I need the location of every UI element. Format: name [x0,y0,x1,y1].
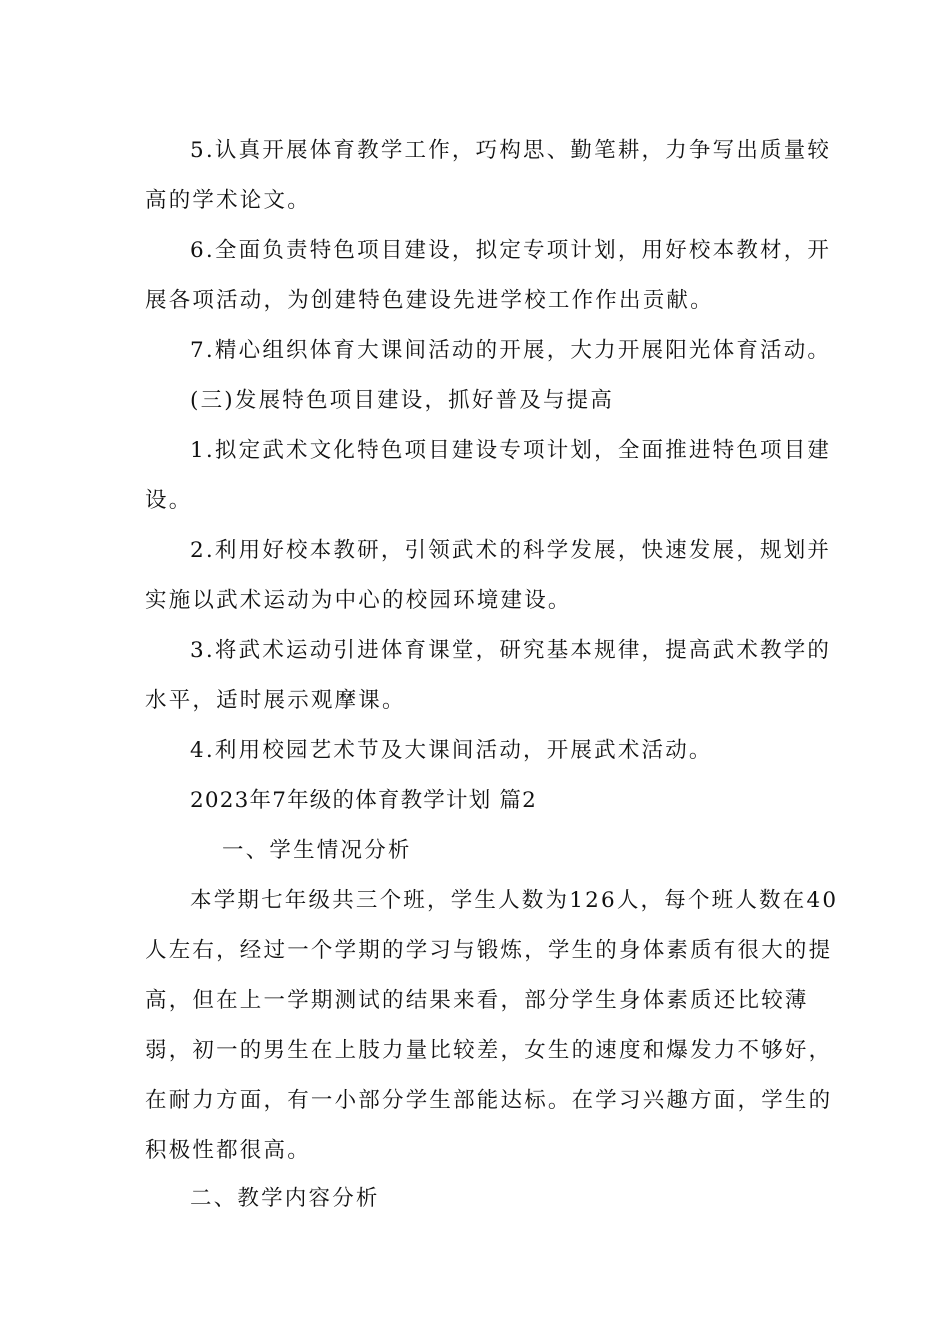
section-heading-2: 二、教学内容分析 [190,1186,380,1211]
sub-item-3-line-1: 3.将武术运动引进体育课堂，研究基本规律，提高武术教学的 [190,638,832,663]
section-heading-3: (三)发展特色项目建设，抓好普及与提高 [190,388,615,413]
sub-item-1-line-1: 1.拟定武术文化特色项目建设专项计划，全面推进特色项目建 [190,438,832,463]
sub-item-3-line-2: 水平，适时展示观摩课。 [145,688,406,713]
students-analysis-line-6: 积极性都很高。 [145,1138,311,1163]
list-item-7: 7.精心组织体育大课间活动的开展，大力开展阳光体育活动。 [190,338,832,363]
sub-item-2-line-1: 2.利用好校本教研，引领武术的科学发展，快速发展，规划并 [190,538,832,563]
list-item-6-line-1: 6.全面负责特色项目建设，拟定专项计划，用好校本教材，开 [190,238,832,263]
list-item-5-line-2: 高的学术论文。 [145,188,311,213]
plan-title: 2023年7年级的体育教学计划 篇2 [190,788,538,813]
students-analysis-line-3: 高，但在上一学期测试的结果来看，部分学生身体素质还比较薄 [145,988,809,1013]
sub-item-1-line-2: 设。 [145,488,193,513]
list-item-5-line-1: 5.认真开展体育教学工作，巧构思、勤笔耕，力争写出质量较 [190,138,832,163]
section-heading-1: 一、学生情况分析 [222,838,412,863]
list-item-6-line-2: 展各项活动，为创建特色建设先进学校工作作出贡献。 [145,288,714,313]
sub-item-4: 4.利用校园艺术节及大课间活动，开展武术活动。 [190,738,713,763]
students-analysis-line-1: 本学期七年级共三个班，学生人数为126人，每个班人数在40 [190,888,839,913]
sub-item-2-line-2: 实施以武术运动为中心的校园环境建设。 [145,588,572,613]
students-analysis-line-5: 在耐力方面，有一小部分学生部能达标。在学习兴趣方面，学生的 [145,1088,833,1113]
students-analysis-line-2: 人左右，经过一个学期的学习与锻炼，学生的身体素质有很大的提 [145,938,833,963]
students-analysis-line-4: 弱，初一的男生在上肢力量比较差，女生的速度和爆发力不够好， [145,1038,833,1063]
